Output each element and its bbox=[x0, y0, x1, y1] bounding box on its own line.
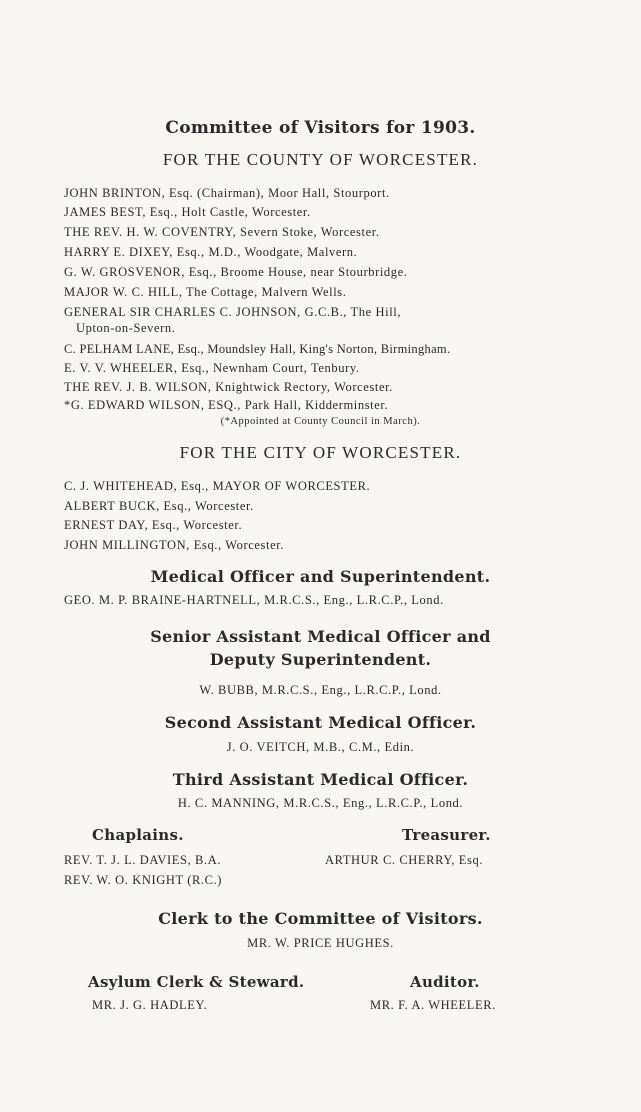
page-title: Committee of Visitors for 1903. bbox=[165, 118, 476, 138]
list-item: G. W. GROSVENOR, Esq., Broome House, near Stourbridge. bbox=[64, 265, 408, 279]
chaplain-name: REV. T. J. L. DAVIES, B.A. bbox=[64, 853, 222, 867]
list-item: *G. EDWARD WILSON, ESQ., Park Hall, Kidderminster. bbox=[64, 398, 389, 412]
county-note: (*Appointed at County Council in March). bbox=[220, 416, 421, 427]
list-item: JOHN BRINTON, Esq. (Chairman), Moor Hall, Stourport. bbox=[64, 186, 390, 200]
asylum-clerk-name: MR. J. G. HADLEY. bbox=[92, 998, 208, 1012]
list-item: THE REV. J. B. WILSON, Knightwick Rectory, Worcester. bbox=[64, 380, 393, 394]
third-assistant-heading: Third Assistant Medical Officer. bbox=[172, 770, 469, 789]
list-item: MAJOR W. C. HILL, The Cottage, Malvern Wells. bbox=[64, 285, 347, 299]
auditor-name: MR. F. A. WHEELER. bbox=[370, 998, 496, 1012]
county-heading: FOR THE COUNTY OF WORCESTER. bbox=[162, 150, 479, 169]
list-item: JAMES BEST, Esq., Holt Castle, Worcester. bbox=[64, 205, 311, 219]
list-item: GENERAL SIR CHARLES C. JOHNSON, G.C.B., The Hill, bbox=[64, 305, 402, 319]
medical-officer-heading: Medical Officer and Superintendent. bbox=[150, 567, 491, 586]
list-item: ERNEST DAY, Esq., Worcester. bbox=[64, 518, 243, 532]
senior-assistant-name: W. BUBB, M.R.C.S., Eng., L.R.C.P., Lond. bbox=[199, 683, 442, 697]
auditor-heading: Auditor. bbox=[410, 973, 480, 991]
list-item: E. V. V. WHEELER, Esq., Newnham Court, Tenbury. bbox=[64, 361, 360, 375]
list-item-continuation: Upton-on-Severn. bbox=[76, 321, 176, 335]
city-heading: FOR THE CITY OF WORCESTER. bbox=[179, 443, 462, 462]
third-assistant-name: H. C. MANNING, M.R.C.S., Eng., L.R.C.P., Lond. bbox=[177, 796, 464, 810]
senior-assistant-heading: Senior Assistant Medical Officer and bbox=[150, 627, 491, 646]
list-item: THE REV. H. W. COVENTRY, Severn Stoke, Worcester. bbox=[64, 225, 380, 239]
clerk-name: MR. W. PRICE HUGHES. bbox=[247, 936, 394, 950]
list-item: HARRY E. DIXEY, Esq., M.D., Woodgate, Malvern. bbox=[64, 245, 358, 259]
senior-assistant-heading-2: Deputy Superintendent. bbox=[209, 650, 432, 669]
chaplains-heading: Chaplains. bbox=[92, 826, 184, 844]
medical-officer-name: GEO. M. P. BRAINE-HARTNELL, M.R.C.S., Eng., L.R.C.P., Lond. bbox=[64, 593, 444, 607]
clerk-heading: Clerk to the Committee of Visitors. bbox=[158, 909, 483, 928]
list-item: C. J. WHITEHEAD, Esq., MAYOR OF WORCESTER. bbox=[64, 479, 371, 493]
treasurer-heading: Treasurer. bbox=[402, 826, 491, 844]
second-assistant-name: J. O. VEITCH, M.B., C.M., Edin. bbox=[226, 740, 415, 754]
asylum-clerk-heading: Asylum Clerk & Steward. bbox=[88, 973, 305, 991]
second-assistant-heading: Second Assistant Medical Officer. bbox=[164, 713, 477, 732]
list-item: C. PELHAM LANE, Esq., Moundsley Hall, King's Norton, Birmingham. bbox=[64, 342, 451, 356]
treasurer-name: ARTHUR C. CHERRY, Esq. bbox=[325, 853, 484, 867]
list-item: ALBERT BUCK, Esq., Worcester. bbox=[64, 499, 254, 513]
list-item: JOHN MILLINGTON, Esq., Worcester. bbox=[64, 538, 285, 552]
chaplain-name: REV. W. O. KNIGHT (R.C.) bbox=[64, 873, 223, 887]
